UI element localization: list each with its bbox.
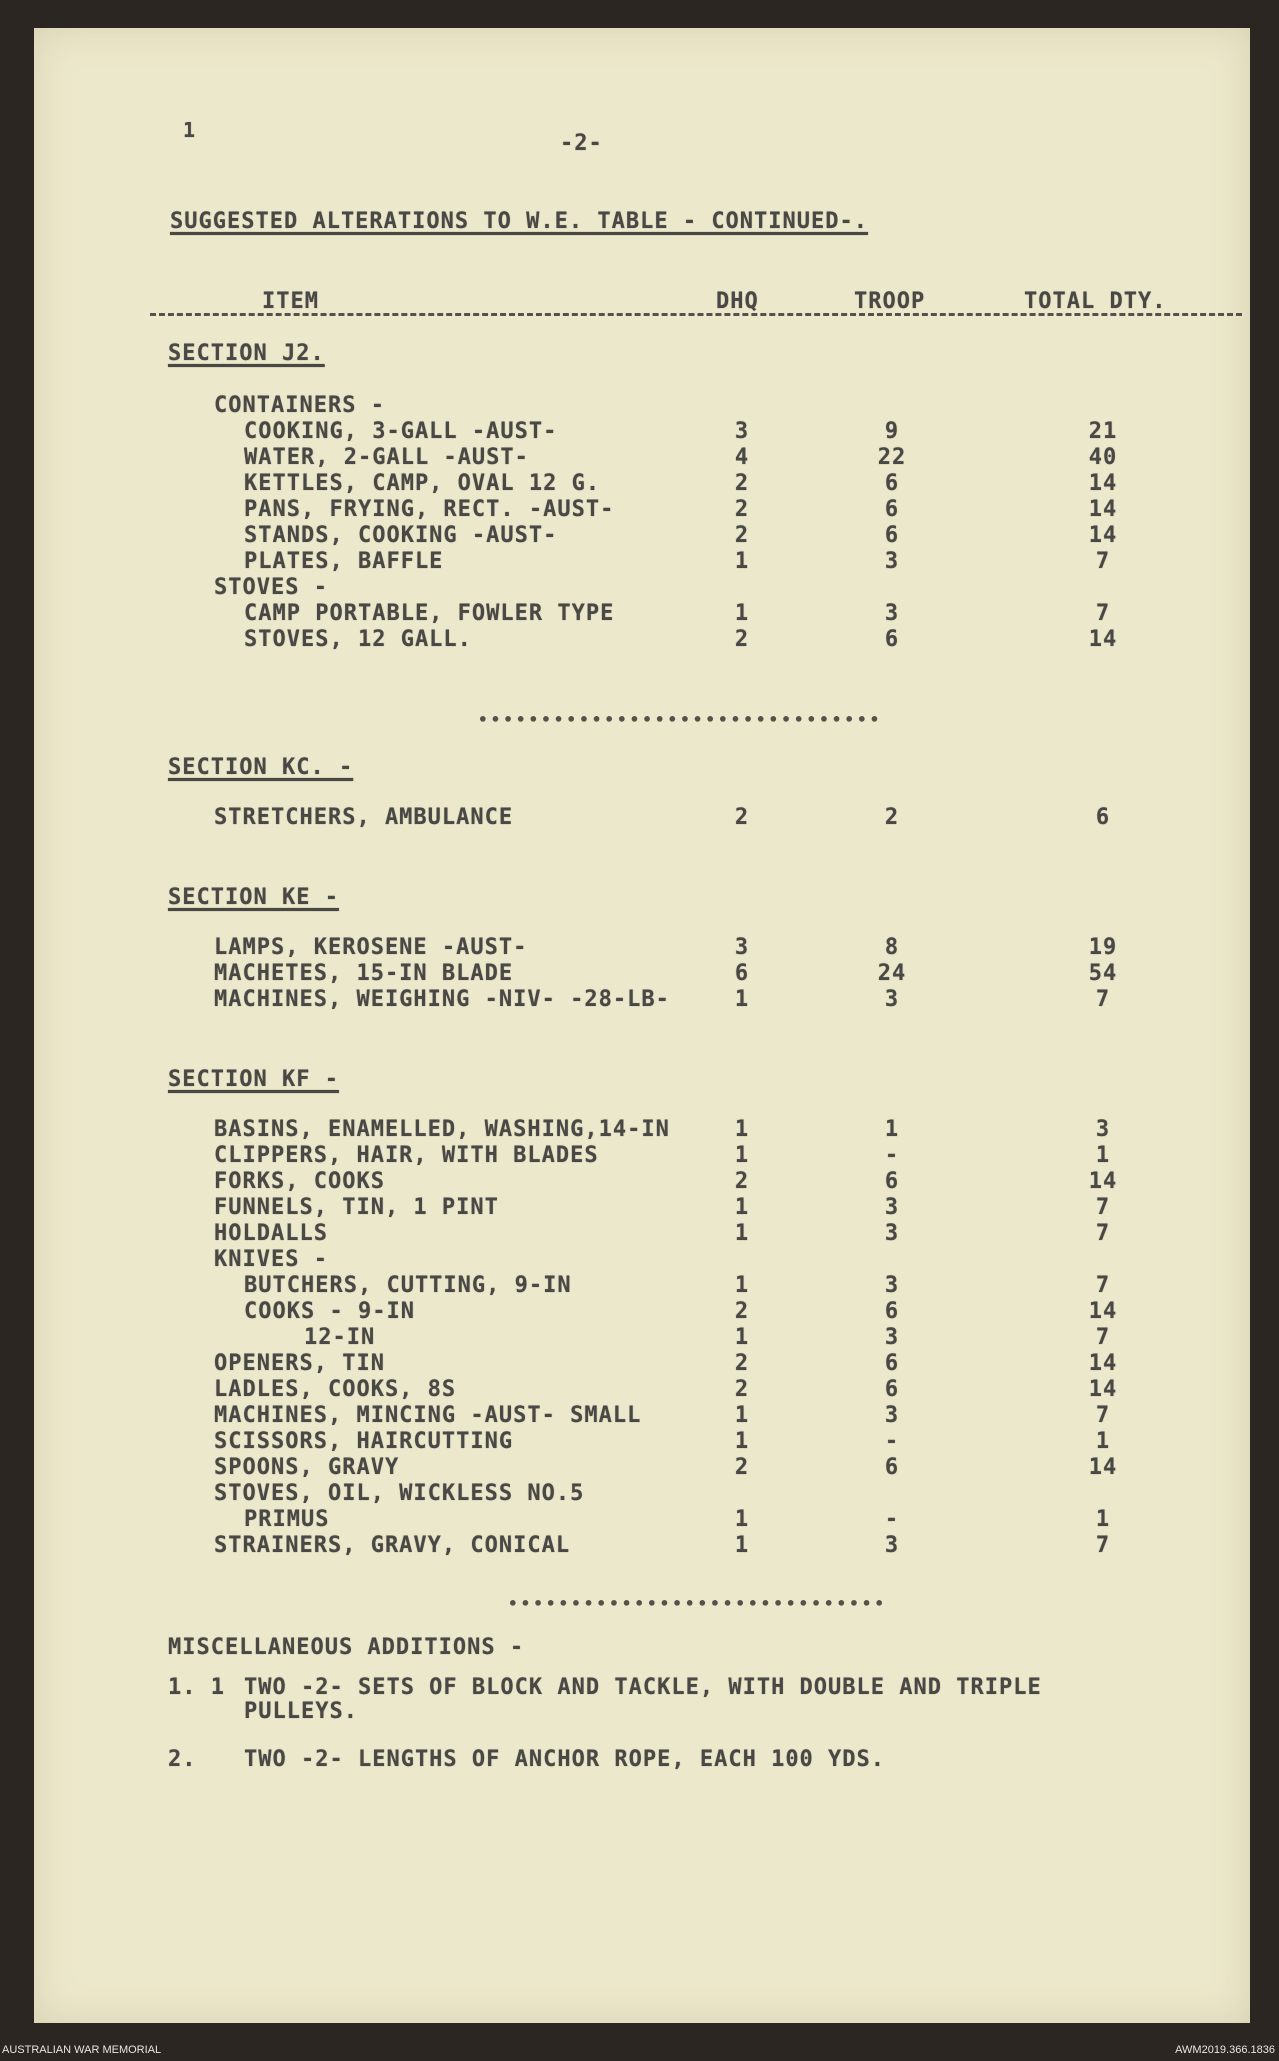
row-item: WATER, 2-GALL -AUST- — [244, 445, 529, 470]
row-item: OPENERS, TIN — [214, 1351, 385, 1376]
row-dhq: 2 — [734, 1377, 750, 1402]
row-troop: 9 — [884, 419, 900, 444]
row-dhq: 1 — [734, 1143, 750, 1168]
misc-item-number: 1. 1 — [168, 1675, 225, 1700]
row-item: COOKING, 3-GALL -AUST- — [244, 419, 558, 444]
row-dhq: 1 — [734, 1273, 750, 1298]
misc-item-number: 2. — [168, 1747, 197, 1772]
row-troop: 2 — [884, 805, 900, 830]
row-troop: - — [884, 1429, 900, 1454]
section-title-ke: SECTION KE - — [168, 885, 339, 910]
row-item: COOKS - 9-IN — [244, 1299, 415, 1324]
misc-item-text: TWO -2- LENGTHS OF ANCHOR ROPE, EACH 100 YDS. — [244, 1747, 886, 1772]
row-item: PRIMUS — [244, 1507, 330, 1532]
row-troop: 6 — [884, 523, 900, 548]
row-dhq: 2 — [734, 1299, 750, 1324]
row-item: STOVES, OIL, WICKLESS NO.5 — [214, 1481, 585, 1506]
row-troop: 6 — [884, 1377, 900, 1402]
row-total: 7 — [1095, 1273, 1111, 1298]
row-total: 14 — [1088, 1351, 1118, 1376]
row-total: 14 — [1088, 497, 1118, 522]
row-dhq: 1 — [734, 601, 750, 626]
row-item: FORKS, COOKS — [214, 1169, 385, 1194]
row-troop: 6 — [884, 1299, 900, 1324]
row-total: 6 — [1095, 805, 1111, 830]
row-dhq: 2 — [734, 627, 750, 652]
row-troop: 3 — [884, 1533, 900, 1558]
row-troop: 3 — [884, 549, 900, 574]
row-dhq: 2 — [734, 523, 750, 548]
row-troop: 8 — [884, 935, 900, 960]
page-heading: SUGGESTED ALTERATIONS TO W.E. TABLE - CONTINUED-. — [170, 209, 869, 234]
row-dhq: 2 — [734, 1351, 750, 1376]
row-item: MACHINES, WEIGHING -NIV- -28-LB- — [214, 987, 670, 1012]
section-separator: •••••••••••••••••••••••••••••••• — [478, 710, 883, 729]
row-total: 14 — [1088, 523, 1118, 548]
row-total: 7 — [1095, 1195, 1111, 1220]
row-dhq: 1 — [734, 1195, 750, 1220]
row-total: 7 — [1095, 1403, 1111, 1428]
row-total: 19 — [1088, 935, 1118, 960]
row-total: 14 — [1088, 1299, 1118, 1324]
row-item: LAMPS, KEROSENE -AUST- — [214, 935, 528, 960]
row-dhq: 6 — [734, 961, 750, 986]
row-total: 7 — [1095, 987, 1111, 1012]
misc-item-text: TWO -2- SETS OF BLOCK AND TACKLE, WITH DOUBLE AND TRIPLE — [244, 1675, 1042, 1700]
row-dhq: 2 — [734, 1169, 750, 1194]
column-header-item: ITEM — [262, 289, 319, 314]
row-dhq: 2 — [734, 805, 750, 830]
row-item: HOLDALLS — [214, 1221, 328, 1246]
row-troop: 1 — [884, 1117, 900, 1142]
footer-right: AWM2019.366.1836 — [1175, 2044, 1275, 2056]
row-troop: 6 — [884, 497, 900, 522]
row-dhq: 1 — [734, 1507, 750, 1532]
row-item: CONTAINERS - — [214, 393, 385, 418]
footer-left: AUSTRALIAN WAR MEMORIAL — [2, 2044, 162, 2056]
row-total: 7 — [1095, 549, 1111, 574]
corner-mark: 1 — [183, 118, 197, 142]
row-dhq: 1 — [734, 1533, 750, 1558]
row-item: MACHETES, 15-IN BLADE — [214, 961, 514, 986]
row-dhq: 1 — [734, 1325, 750, 1350]
section-separator: •••••••••••••••••••••••••••••• — [508, 1594, 887, 1613]
row-item: KNIVES - — [214, 1247, 328, 1272]
row-dhq: 1 — [734, 1117, 750, 1142]
row-troop: 3 — [884, 1195, 900, 1220]
row-troop: 3 — [884, 987, 900, 1012]
row-total: 7 — [1095, 1325, 1111, 1350]
row-item: FUNNELS, TIN, 1 PINT — [214, 1195, 499, 1220]
header-rule — [150, 313, 1242, 316]
section-title-j2: SECTION J2. — [168, 341, 325, 366]
row-total: 54 — [1088, 961, 1118, 986]
row-item: STANDS, COOKING -AUST- — [244, 523, 558, 548]
row-total: 1 — [1095, 1143, 1111, 1168]
row-total: 14 — [1088, 1169, 1118, 1194]
row-troop: 6 — [884, 627, 900, 652]
row-total: 7 — [1095, 1221, 1111, 1246]
row-dhq: 1 — [734, 1221, 750, 1246]
row-total: 1 — [1095, 1507, 1111, 1532]
row-total: 14 — [1088, 471, 1118, 496]
row-troop: 3 — [884, 1273, 900, 1298]
row-item: SCISSORS, HAIRCUTTING — [214, 1429, 514, 1454]
row-troop: 3 — [884, 1403, 900, 1428]
section-title-kc: SECTION KC. - — [168, 755, 354, 780]
document-page — [34, 28, 1250, 2023]
column-header-troop: TROOP — [854, 289, 926, 314]
row-dhq: 4 — [734, 445, 750, 470]
row-dhq: 2 — [734, 1455, 750, 1480]
row-total: 21 — [1088, 419, 1118, 444]
row-dhq: 2 — [734, 497, 750, 522]
row-total: 7 — [1095, 1533, 1111, 1558]
row-item: PANS, FRYING, RECT. -AUST- — [244, 497, 615, 522]
row-troop: 22 — [877, 445, 907, 470]
row-troop: 6 — [884, 1351, 900, 1376]
row-item: CLIPPERS, HAIR, WITH BLADES — [214, 1143, 599, 1168]
row-item: KETTLES, CAMP, OVAL 12 G. — [244, 471, 601, 496]
row-item: BUTCHERS, CUTTING, 9-IN — [244, 1273, 572, 1298]
row-item: STRAINERS, GRAVY, CONICAL — [214, 1533, 571, 1558]
row-total: 14 — [1088, 1377, 1118, 1402]
misc-item-text: PULLEYS. — [244, 1699, 358, 1724]
row-troop: - — [884, 1507, 900, 1532]
row-troop: 24 — [877, 961, 907, 986]
row-dhq: 3 — [734, 419, 750, 444]
row-dhq: 1 — [734, 987, 750, 1012]
row-item: PLATES, BAFFLE — [244, 549, 444, 574]
row-troop: 3 — [884, 601, 900, 626]
row-dhq: 1 — [734, 1403, 750, 1428]
row-total: 7 — [1095, 601, 1111, 626]
row-item: 12-IN — [304, 1325, 376, 1350]
row-troop: 6 — [884, 1455, 900, 1480]
row-troop: - — [884, 1143, 900, 1168]
row-troop: 6 — [884, 1169, 900, 1194]
row-item: SPOONS, GRAVY — [214, 1455, 400, 1480]
row-dhq: 1 — [734, 549, 750, 574]
row-dhq: 1 — [734, 1429, 750, 1454]
row-total: 3 — [1095, 1117, 1111, 1142]
row-item: MACHINES, MINCING -AUST- SMALL — [214, 1403, 642, 1428]
row-item: LADLES, COOKS, 8S — [214, 1377, 457, 1402]
row-troop: 6 — [884, 471, 900, 496]
row-total: 14 — [1088, 1455, 1118, 1480]
misc-title: MISCELLANEOUS ADDITIONS - — [168, 1635, 525, 1660]
row-item: STOVES, 12 GALL. — [244, 627, 472, 652]
row-item: BASINS, ENAMELLED, WASHING,14-IN — [214, 1117, 670, 1142]
row-item: CAMP PORTABLE, FOWLER TYPE — [244, 601, 615, 626]
row-troop: 3 — [884, 1325, 900, 1350]
page-number: -2- — [560, 131, 603, 156]
row-troop: 3 — [884, 1221, 900, 1246]
column-header-total: TOTAL DTY. — [1024, 289, 1167, 314]
row-total: 1 — [1095, 1429, 1111, 1454]
row-dhq: 2 — [734, 471, 750, 496]
row-total: 14 — [1088, 627, 1118, 652]
row-total: 40 — [1088, 445, 1118, 470]
section-title-kf: SECTION KF - — [168, 1067, 339, 1092]
row-item: STOVES - — [214, 575, 328, 600]
column-header-dhq: DHQ — [716, 289, 759, 314]
row-item: STRETCHERS, AMBULANCE — [214, 805, 514, 830]
row-dhq: 3 — [734, 935, 750, 960]
